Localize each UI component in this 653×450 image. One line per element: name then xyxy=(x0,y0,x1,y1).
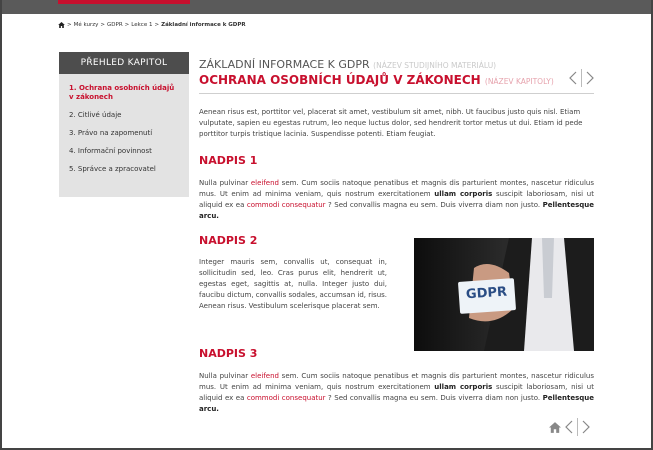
breadcrumb-separator: > xyxy=(124,22,130,28)
paragraph-1 xyxy=(199,178,594,222)
home-icon[interactable] xyxy=(549,422,561,433)
chevron-left-icon[interactable] xyxy=(565,420,573,434)
nav-divider xyxy=(581,69,582,87)
chapter-title xyxy=(199,73,594,87)
chapter-title-text: OCHRANA OSOBNÍCH ÚDAJŮ V ZÁKONECH xyxy=(199,73,481,87)
bold-text: Pellentesque arcu. xyxy=(199,394,594,413)
sidebar-item-chapter-5[interactable]: 5. Správce a zpracovatel xyxy=(69,165,156,173)
heading-2: NADPIS 2 xyxy=(199,234,258,247)
bold-text: ullam corporis xyxy=(434,383,493,391)
intro-paragraph: Aenean risus est, porttitor vel, placerat sit amet, vestibulum sit amet, nibh. Ut faucibus justo quis nisl. Etiam vulputate, sapien eu egestas rutrum, leo neque luctus dolor, sed hendrerit tortor metus ut dui. Etiam id pede porttitor turpis tristique lacinia. Suspendisse potenti. Etiam feugiat. xyxy=(199,108,583,138)
highlight-link[interactable]: commodi consequatur xyxy=(246,201,326,209)
material-title-text: ZÁKLADNÍ INFORMACE K GDPR xyxy=(199,58,370,71)
material-title-note: (NÁZEV STUDIJNÍHO MATERIÁLU) xyxy=(373,61,497,70)
text-span: Nulla pulvinar xyxy=(199,179,251,187)
page-header xyxy=(199,58,594,87)
heading-3: NADPIS 3 xyxy=(199,347,258,360)
nav-divider xyxy=(577,418,578,436)
highlight-link[interactable]: commodi consequatur xyxy=(246,394,326,402)
text-span: sem. Cum sociis natoque penatibus et magnis dis parturient montes, nascetur ridiculus mus. Ut enim ad minima veniam, quis nostrum exercitationem xyxy=(199,372,594,391)
chapter-list xyxy=(59,74,189,174)
paragraph-2: Integer mauris sem, convallis ut, consequat in, sollicitudin sed, leo. Cras purus elit, hendrerit ut, egestas eget, sagittis at, nulla. Integer justo dui, faucibu dictum, convallis sodales, accumsan id, risus. Aenean risus. Vestibulum scelerisque placerat sem. xyxy=(199,258,387,310)
breadcrumb-separator: > xyxy=(100,22,106,28)
text-span: suscipit laboriosam, nisi ut aliquid ex ea xyxy=(199,383,594,402)
text-span: ? Sed convallis magna eu sem. Duis viverra diam non justo. xyxy=(325,201,543,209)
bold-text: ullam corporis xyxy=(434,190,493,198)
breadcrumb xyxy=(58,22,246,28)
top-nav-arrows xyxy=(569,69,594,87)
breadcrumb-separator: > xyxy=(154,22,160,28)
sidebar-item-chapter-2[interactable]: 2. Citlivé údaje xyxy=(69,111,122,119)
text-span: suscipit laboriosam, nisi ut aliquid ex ea xyxy=(199,190,594,209)
text-span: Nulla pulvinar xyxy=(199,372,251,380)
sidebar-title: PŘEHLED KAPITOL xyxy=(59,52,189,74)
paragraph-3 xyxy=(199,371,594,415)
text-span: sem. Cum sociis natoque penatibus et magnis dis parturient montes, nascetur ridiculus mus. Ut enim ad minima veniam, quis nostrum exercitationem xyxy=(199,179,594,198)
chapter-title-note: (NÁZEV KAPITOLY) xyxy=(484,77,554,86)
breadcrumb-item-my-courses[interactable]: Mé kurzy xyxy=(73,22,99,28)
sidebar-item-chapter-4[interactable]: 4. Informační povinnost xyxy=(69,147,152,155)
highlight-link[interactable]: eleifend xyxy=(250,372,279,380)
home-icon[interactable] xyxy=(58,22,65,28)
text-span: ? Sed convallis magna eu sem. Duis viverra diam non justo. xyxy=(325,394,543,402)
chevron-left-icon[interactable] xyxy=(569,71,577,85)
chevron-right-icon[interactable] xyxy=(586,71,594,85)
bold-text: Pellentesque arcu. xyxy=(199,201,594,220)
sidebar-item-chapter-3[interactable]: 3. Právo na zapomenutí xyxy=(69,129,153,137)
breadcrumb-separator: > xyxy=(67,22,72,28)
breadcrumb-item-lesson[interactable]: Lekce 1 xyxy=(131,22,153,28)
breadcrumb-item-gdpr[interactable]: GDPR xyxy=(107,22,123,28)
highlight-link[interactable]: eleifend xyxy=(250,179,279,187)
material-title xyxy=(199,58,594,71)
breadcrumb-current: Základní informace k GDPR xyxy=(161,22,246,28)
gdpr-card-text: GDPR xyxy=(465,284,508,303)
bottom-nav xyxy=(549,418,590,436)
chevron-right-icon[interactable] xyxy=(582,420,590,434)
heading-1: NADPIS 1 xyxy=(199,154,258,167)
chapter-sidebar xyxy=(59,52,189,197)
gdpr-photo xyxy=(414,238,594,351)
header-divider xyxy=(199,93,594,94)
sidebar-item-chapter-1[interactable]: 1. Ochrana osobních údajů v zákonech xyxy=(69,84,175,101)
